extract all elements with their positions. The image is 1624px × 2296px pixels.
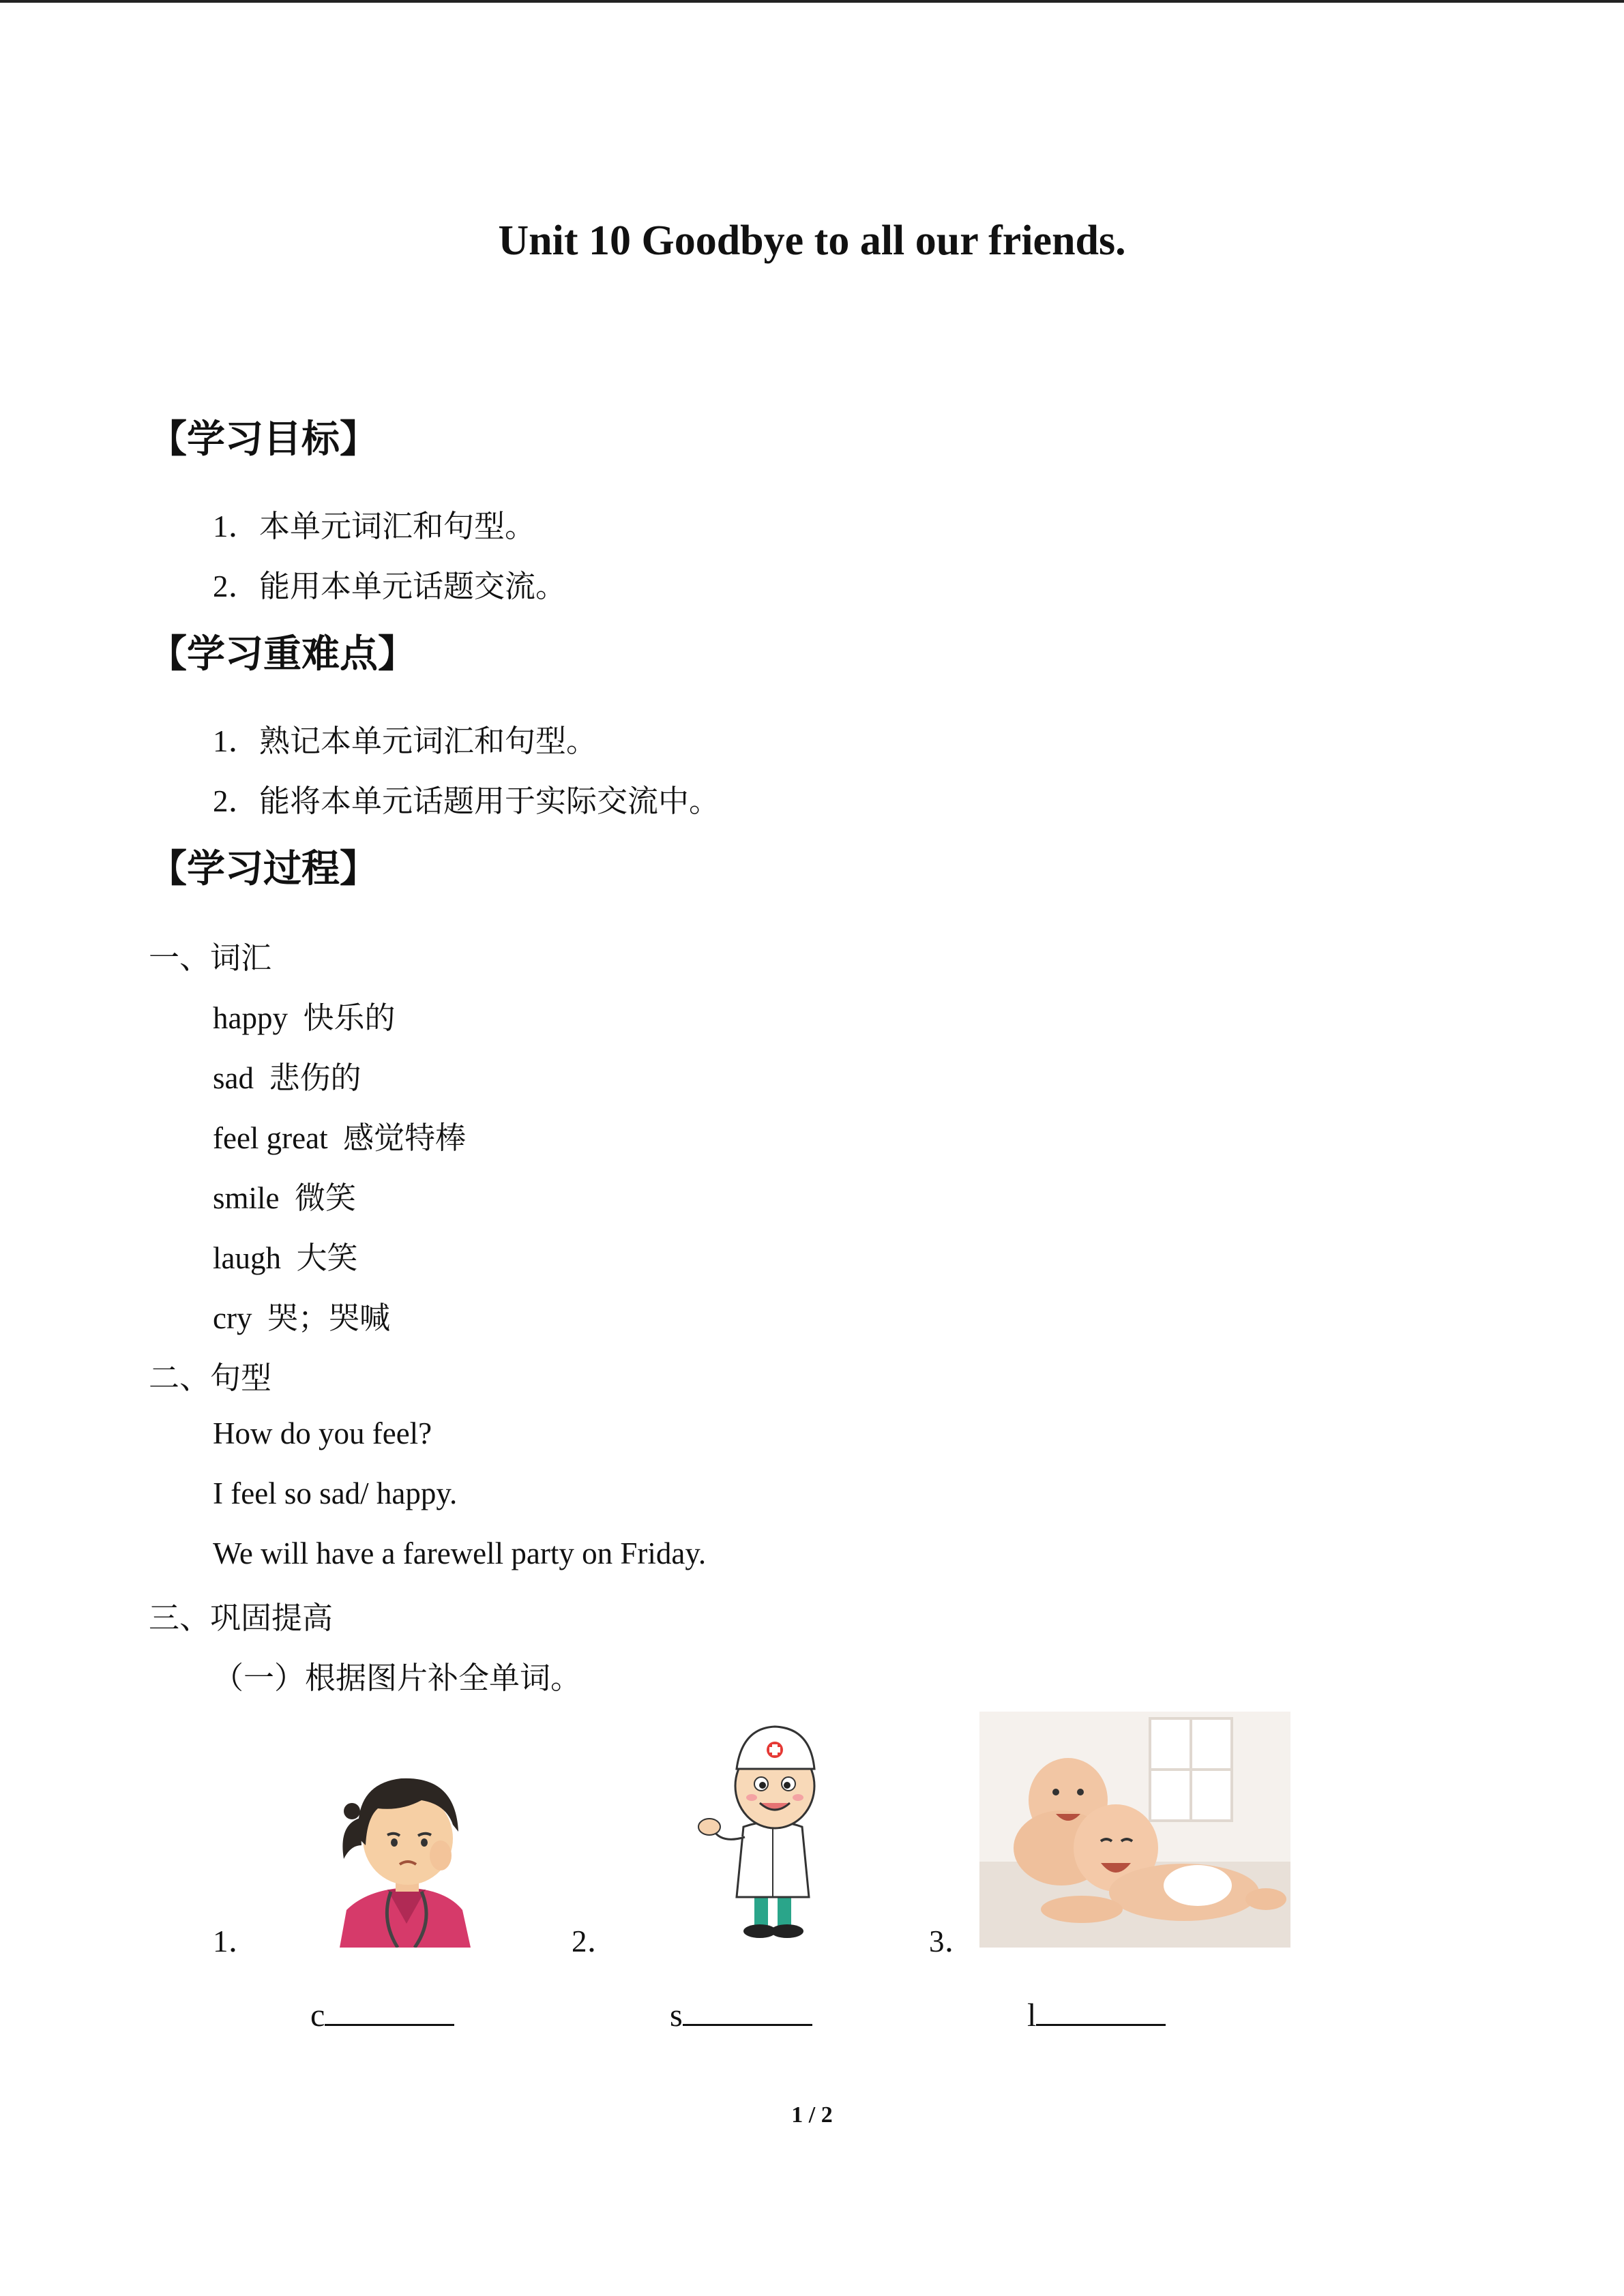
sentences-title: 二、句型 [149, 1361, 272, 1395]
goal-text: 本单元词汇和句型。 [259, 509, 536, 543]
page-number: 1 / 2 [791, 2102, 833, 2128]
key-point-item [213, 776, 720, 820]
goal-number: 1． [213, 509, 259, 543]
practice-subtitle: （一）根据图片补全单词。 [213, 1661, 582, 1695]
answer-blank-2[interactable] [670, 1997, 812, 2034]
practice-title: 三、巩固提高 [149, 1601, 334, 1635]
vocab-item: cry 哭；哭喊 [213, 1301, 390, 1335]
blank-letter: c [310, 1997, 325, 2033]
answer-blank-1[interactable] [310, 1997, 454, 2034]
laughing-babies-photo [979, 1712, 1290, 1948]
smiling-doctor-illustration [694, 1714, 851, 1946]
goal-item [213, 561, 566, 606]
sad-girl-illustration [319, 1743, 494, 1948]
picture-number: 2． [572, 1924, 618, 1958]
page-title: Unit 10 Goodbye to all our friends. [498, 218, 1126, 264]
picture-number: 3． [929, 1924, 975, 1958]
vocab-title: 一、词汇 [149, 941, 272, 975]
key-point-text: 能将本单元话题用于实际交流中。 [259, 784, 720, 818]
sentence-item: I feel so sad/ happy. [213, 1476, 458, 1510]
vocab-item: happy 快乐的 [213, 1001, 396, 1035]
key-points-heading: 【学习重难点】 [149, 632, 416, 676]
goal-text: 能用本单元话题交流。 [259, 569, 567, 603]
sentence-item: We will have a farewell party on Friday. [213, 1536, 707, 1570]
vocab-item: feel great 感觉特棒 [213, 1121, 467, 1155]
key-point-number: 2． [213, 784, 259, 818]
vocab-item: laugh 大笑 [213, 1241, 358, 1275]
goals-heading: 【学习目标】 [149, 417, 378, 462]
blank-line [683, 1998, 812, 2026]
key-point-number: 1． [213, 724, 259, 758]
page-top-border [0, 0, 1624, 3]
key-point-text: 熟记本单元词汇和句型。 [259, 724, 597, 758]
answer-blank-3[interactable] [1027, 1997, 1166, 2034]
goal-number: 2． [213, 569, 259, 603]
blank-line [325, 1998, 454, 2026]
blank-line [1036, 1998, 1166, 2026]
goal-item [213, 501, 535, 546]
picture-number: 1． [213, 1924, 259, 1958]
vocab-item: smile 微笑 [213, 1181, 356, 1215]
vocab-item: sad 悲伤的 [213, 1061, 361, 1095]
process-heading: 【学习过程】 [149, 847, 378, 891]
sentence-item: How do you feel? [213, 1416, 432, 1450]
blank-letter: l [1027, 1997, 1037, 2033]
key-point-item [213, 716, 597, 760]
blank-letter: s [670, 1997, 683, 2033]
